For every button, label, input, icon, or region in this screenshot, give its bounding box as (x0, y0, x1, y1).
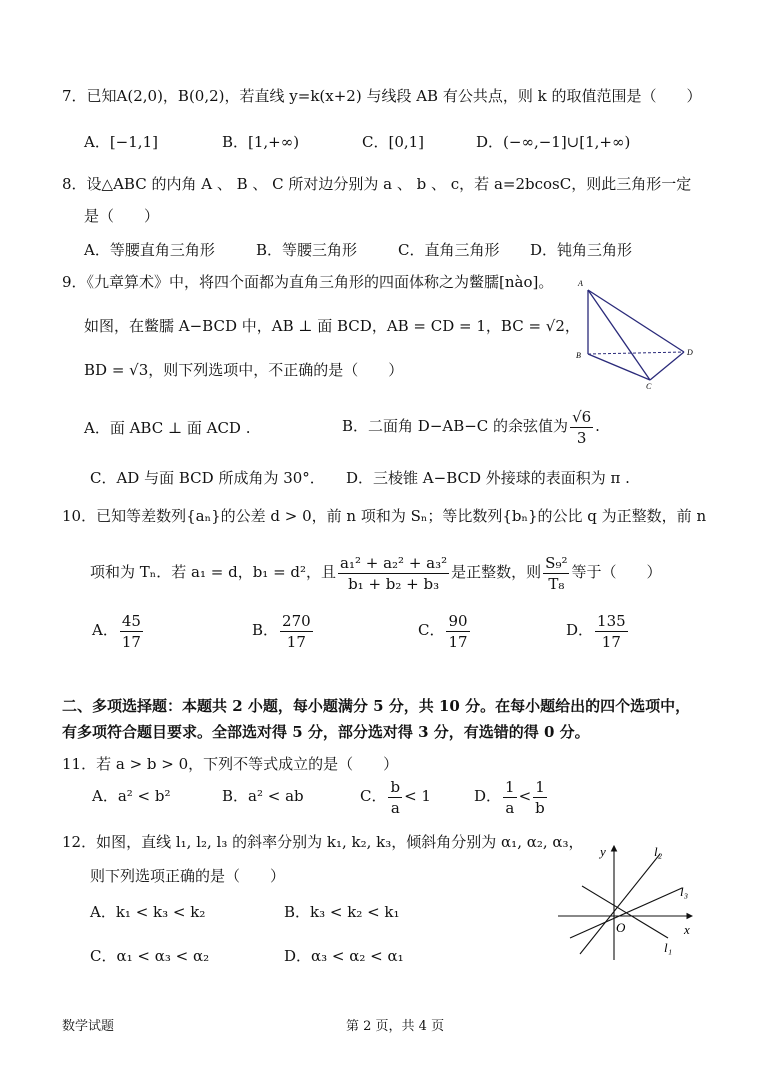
q10-option-b-label: B． (252, 621, 279, 639)
q11-option-a: A．a² < b² (92, 787, 171, 805)
axis-label-x: x (684, 922, 690, 937)
q9-stem: 9．《九章算术》中，将四个面都为直角三角形的四面体称之为鳖臑[nào]。 (62, 273, 554, 291)
q8-stem-continued: 是（ ） (84, 207, 160, 225)
q12-option-c: C．α₁ < α₃ < α₂ (90, 947, 210, 965)
q10-option-d (566, 610, 630, 652)
q11-option-d-relation: < (518, 787, 532, 805)
q10-option-a (92, 610, 145, 652)
q11-option-c-fraction (388, 777, 402, 818)
q9-option-b-period: . (595, 417, 600, 435)
q10-option-a-fraction (120, 611, 143, 652)
label-l2: l₂ (654, 844, 663, 859)
q10-stem-line2-mid: 是正整数，则 (451, 563, 542, 581)
q9-option-b-numerator: √6 (572, 407, 592, 426)
q11-option-d-numerator-left: 1 (505, 777, 515, 796)
q9-option-b-text: B．二面角 D−AB−C 的余弦值为 (342, 417, 569, 435)
q9-option-a: A．面 ABC ⊥ 面 ACD . (84, 419, 251, 437)
q11-option-b: B．a² < ab (222, 787, 304, 805)
q10-option-c-fraction (446, 611, 469, 652)
q11-option-c-relation: < 1 (404, 787, 431, 805)
q9-stem-line2: 如图，在鳖臑 A−BCD 中，AB ⊥ 面 BCD，AB = CD = 1，BC = √2， (84, 317, 580, 335)
q10-ratio-fraction (543, 553, 569, 594)
q10-option-b (252, 610, 315, 652)
q10-option-a-denominator: 17 (121, 632, 141, 651)
section2-heading: 二、多项选择题：本题共 2 小题，每小题满分 5 分，共 10 分。在每小题给出的四个选项中， (62, 697, 691, 715)
label-l3: l₃ (680, 884, 689, 899)
q9-option-b-denominator: 3 (576, 428, 587, 447)
origin-label: O (616, 920, 626, 935)
q11-option-d-denominator-left: a (505, 798, 515, 817)
tetra-label-d: D (687, 348, 693, 357)
q10-option-c (418, 610, 472, 652)
q10-option-d-label: D． (566, 621, 594, 639)
q7-stem: 7．已知A(2,0)，B(0,2)，若直线 y=k(x+2) 与线段 AB 有公共点，则 k 的取值范围是（ ） (62, 87, 702, 105)
q11-option-d (474, 776, 549, 818)
q10-stem-line2-post: 等于（ ） (571, 563, 662, 581)
q8-option-c: C．直角三角形 (398, 241, 500, 259)
q9-option-d: D．三棱锥 A−BCD 外接球的表面积为 π . (346, 469, 630, 487)
q10-ratio-denominator: T₈ (548, 574, 565, 593)
q8-option-b: B．等腰三角形 (256, 241, 358, 259)
q11-option-d-fraction-right (533, 777, 547, 818)
q11-option-c-numerator: b (390, 777, 401, 796)
q7-option-a: A．[−1,1] (84, 133, 158, 151)
q9-option-b-fraction (570, 407, 593, 448)
q11-option-d-denominator-right: b (535, 798, 545, 817)
q10-option-b-fraction (280, 611, 313, 652)
q10-option-a-numerator: 45 (121, 611, 141, 630)
q7-option-d: D．(−∞,−1]∪[1,+∞) (476, 133, 631, 151)
q11-stem: 11．若 a > b > 0，下列不等式成立的是（ ） (62, 755, 399, 773)
q11-option-d-fraction-left (503, 777, 517, 818)
label-l1: l₁ (664, 940, 673, 955)
q11-option-d-numerator-right: 1 (533, 777, 547, 798)
q12-stem: 12．如图，直线 l₁, l₂, l₃ 的斜率分别为 k₁, k₂, k₃，倾斜角分别为 α₁, α₂, α₃， (62, 833, 584, 851)
q11-option-c-denominator: a (390, 798, 400, 817)
tetrahedron-figure (574, 276, 704, 391)
q10-squares-numerator: a₁² + a₂² + a₃² (340, 553, 448, 572)
q11-option-d-label: D． (474, 787, 502, 805)
q8-stem: 8．设△ABC 的内角 A 、 B 、 C 所对边分别为 a 、 b 、 c，若 a=2bcosC，则此三角形一定 (62, 175, 692, 193)
q10-option-a-label: A． (92, 621, 118, 639)
q9-option-b (342, 406, 600, 448)
q10-option-c-denominator: 17 (448, 632, 468, 651)
q10-option-b-numerator: 270 (282, 611, 311, 630)
line-l2 (580, 854, 660, 954)
q12-option-d: D．α₃ < α₂ < α₁ (284, 947, 404, 965)
footer-page-number: 第 2 页，共 4 页 (346, 1019, 445, 1034)
q7-option-b: B．[1,+∞) (222, 133, 300, 151)
tetra-label-a: A (578, 279, 583, 288)
q10-option-d-fraction (595, 611, 628, 652)
q7-option-c: C．[0,1] (362, 133, 425, 151)
q10-option-d-denominator: 17 (601, 632, 621, 651)
q11-option-c (360, 776, 431, 818)
q10-ratio-numerator: S₉² (545, 553, 568, 572)
q12-option-b: B．k₃ < k₂ < k₁ (284, 903, 400, 921)
q10-stem: 10．已知等差数列{aₙ}的公差 d > 0，前 n 项和为 Sₙ；等比数列{bₙ}的公比 q 为正整数，前 n (62, 507, 707, 525)
q11-option-c-label: C． (360, 787, 387, 805)
q8-option-d: D．钝角三角形 (530, 241, 633, 259)
q10-squares-denominator: b₁ + b₂ + b₃ (348, 574, 440, 593)
q10-stem-line2-pre: 项和为 Tₙ．若 a₁ = d，b₁ = d²，且 (90, 563, 337, 581)
q10-stem-line2 (90, 550, 662, 594)
tetra-label-c: C (646, 382, 652, 391)
q10-option-d-numerator: 135 (597, 611, 626, 630)
q9-option-c: C．AD 与面 BCD 所成角为 30°． (90, 469, 325, 487)
q12-option-a: A．k₁ < k₃ < k₂ (90, 903, 206, 921)
q12-stem-line2: 则下列选项正确的是（ ） (90, 867, 286, 885)
q8-option-a: A．等腰直角三角形 (84, 241, 215, 259)
q10-option-b-denominator: 17 (286, 632, 306, 651)
q10-squares-fraction (338, 553, 449, 594)
lines-figure (556, 842, 706, 962)
q10-option-c-label: C． (418, 621, 445, 639)
section2-heading-line2: 有多项符合题目要求。全部选对得 5 分，部分选对得 3 分，有选错的得 0 分。 (62, 723, 590, 741)
q9-stem-line3: BD = √3，则下列选项中，不正确的是（ ） (84, 361, 404, 379)
footer-subject: 数学试题 (62, 1019, 115, 1034)
tetra-label-b: B (576, 351, 581, 360)
q10-option-c-numerator: 90 (448, 611, 468, 630)
axis-label-y: y (600, 844, 606, 859)
